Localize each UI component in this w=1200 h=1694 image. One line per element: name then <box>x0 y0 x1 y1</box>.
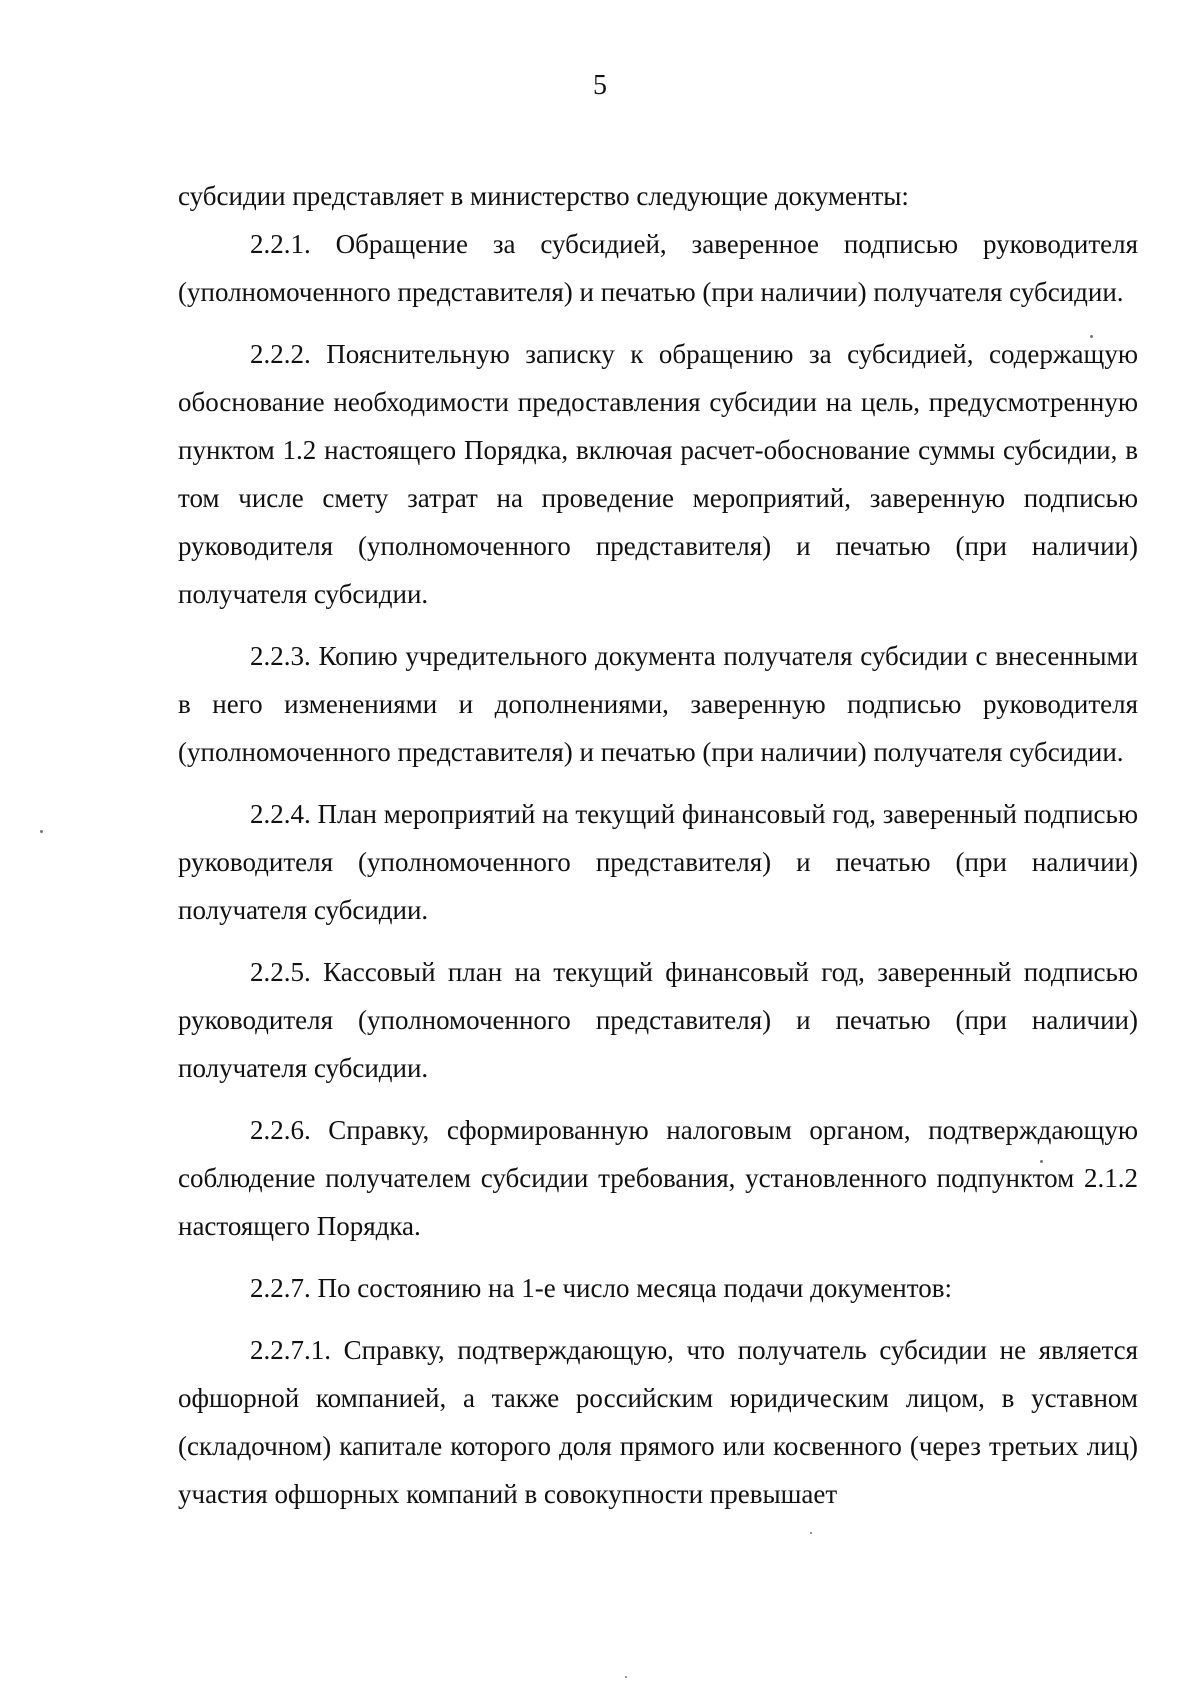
paragraph-2-2-6: 2.2.6. Справку, сформированную налоговым органом, подтверждающую соблюдение получателем субсидии требования, установленного подпунктом 2.1.2 настоящего Порядка. <box>178 1115 1138 1241</box>
paragraph-2-2-7: 2.2.7. По состоянию на 1-е число месяца подачи документов: <box>250 1273 952 1303</box>
paragraph-2-2-2: 2.2.2. Пояснительную записку к обращению за субсидией, содержащую обоснование необходимости предоставления субсидии на цель, предусмотренную пунктом 1.2 настоящего Порядка, включая расчет-обоснование суммы субсидии, в том числе смету затрат на проведение мероприятий, заверенную подписью руководителя (уполномоченного представителя) и печатью (при наличии) получателя субсидии. <box>178 339 1138 609</box>
paragraph-2-2-3: 2.2.3. Копию учредительного документа получателя субсидии с внесенными в него изменениями и дополнениями, заверенную подписью руководителя (уполномоченного представителя) и печатью (при наличии) получателя субсидии. <box>178 641 1138 767</box>
paragraph-2-2-7-1: 2.2.7.1. Справку, подтверждающую, что получатель субсидии не является офшорной компанией, а также российским юридическим лицом, в уставном (складочном) капитале которого доля прямого или косвенного (через третьих лиц) участия офшорных компаний в совокупности превышает <box>178 1335 1138 1509</box>
paragraph-2-2-1: 2.2.1. Обращение за субсидией, заверенное подписью руководителя (уполномоченного представителя) и печатью (при наличии) получателя субсидии. <box>178 229 1138 307</box>
page-number: 5 <box>593 70 607 101</box>
scan-speck <box>810 1532 812 1534</box>
scan-speck <box>1040 1160 1043 1163</box>
paragraph-2-2-4: 2.2.4. План мероприятий на текущий финансовый год, заверенный подписью руководителя (уполномоченного представителя) и печатью (при наличии) получателя субсидии. <box>178 799 1138 925</box>
scan-speck <box>625 1676 627 1678</box>
paragraph-intro: субсидии представляет в министерство следующие документы: <box>178 181 909 211</box>
scan-speck <box>40 830 43 833</box>
scan-speck <box>1090 335 1093 338</box>
document-body <box>178 172 1138 1518</box>
paragraph-2-2-5: 2.2.5. Кассовый план на текущий финансовый год, заверенный подписью руководителя (уполномоченного представителя) и печатью (при наличии) получателя субсидии. <box>178 957 1138 1083</box>
